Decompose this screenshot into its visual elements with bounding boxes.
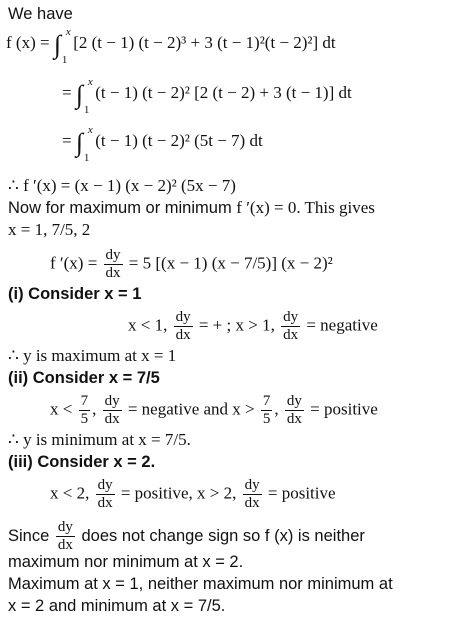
case-2-heading: (ii) Consider x = 7/5 [8,369,160,387]
critical-points: x = 1, 7/5, 2 [8,220,91,239]
integral-line-3: = ∫ x 1 (t − 1) (t − 2)² (5t − 7) dt [62,124,263,164]
integrand-1: [2 (t − 1) (t − 2)³ + 3 (t − 1)²(t − 2)²] dt [73,33,336,52]
dy-dx-line: f ′(x) = $\frac{dy}{dx}$ = 5 [(x − 1) (x − 7/5)] (x − 2)² [50,247,333,281]
case-2-result: ∴ y is minimum at x = 7/5. [8,430,191,449]
intro-text: We have [8,5,73,23]
case-3-heading: (iii) Consider x = 2. [8,453,156,471]
integral-line-2: = ∫ x 1 (t − 1) (t − 2)² [2 (t − 2) + 3 (t − 1)] dt [62,76,352,116]
case-1-sign: x < 1, $\frac{dy}{dx}$ = + ; x > 1, $\frac{dy}{dx}$ = negative [128,309,378,343]
integral-sign: ∫ x 1 [75,76,93,116]
f-of-x: f (x) = [6,33,50,52]
derivative-line: ∴ f ′(x) = (x − 1) (x − 2)² (5x − 7) [8,176,236,195]
integral-sign: ∫ x 1 [53,26,71,66]
integrand-3: (t − 1) (t − 2)² (5t − 7) dt [95,131,263,150]
conclusion-line-2: maximum nor minimum at x = 2. [8,553,244,571]
case-1-heading: (i) Consider x = 1 [8,285,142,303]
integral-line-1 [6,26,336,66]
case-2-sign: x < $\frac{7}{5}$ , $\frac{dy}{dx}$ = negative and x > $\frac{7}{5}$ , $\frac{dy}{dx}$ = positive [50,393,378,427]
integral-sign: ∫ x 1 [75,124,93,164]
conclusion-line-4: x = 2 and minimum at x = 7/5. [8,597,226,615]
conclusion-line-1: Since $\frac{dy}{dx}$ does not change sign so f (x) is neither [8,519,365,553]
case-1-result: ∴ y is maximum at x = 1 [8,346,177,365]
integrand-2: (t − 1) (t − 2)² [2 (t − 2) + 3 (t − 1)] dt [95,83,352,102]
case-3-sign: x < 2, $\frac{dy}{dx}$ = positive, x > 2, $\frac{dy}{dx}$ = positive [50,477,336,511]
condition-line: Now for maximum or minimum f ′(x) = 0. This gives [8,198,375,217]
conclusion-line-3: Maximum at x = 1, neither maximum nor minimum at [8,575,393,593]
